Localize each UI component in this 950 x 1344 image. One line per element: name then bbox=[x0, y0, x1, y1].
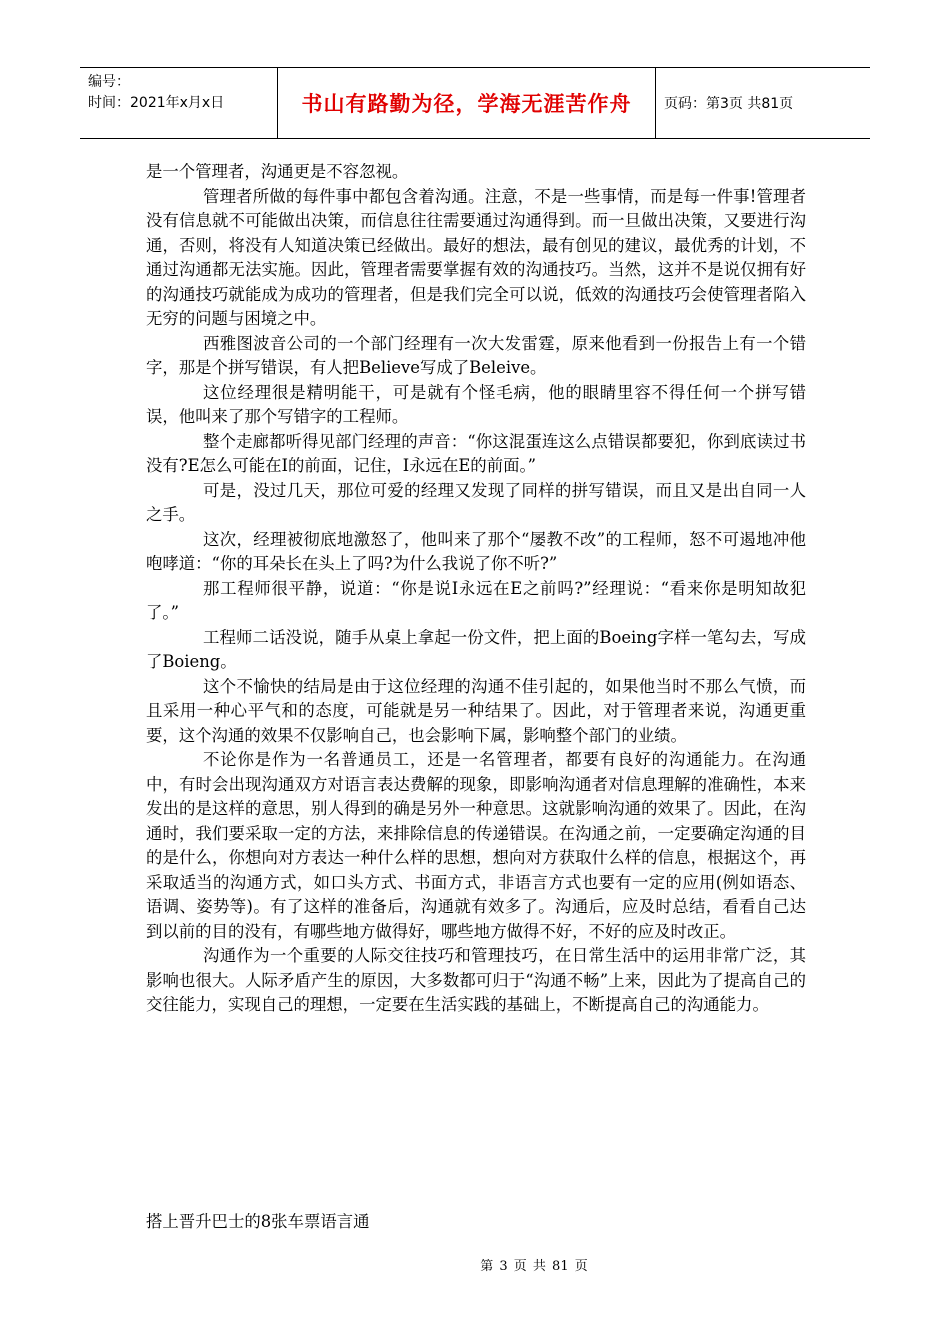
paragraph: 西雅图波音公司的一个部门经理有一次大发雷霆，原来他看到一份报告上有一个错字，那是个拼写错误，有人把Believe写成了Beleive。 bbox=[146, 333, 806, 377]
document-number-label: 编号： bbox=[88, 74, 130, 90]
section-title: 搭上晋升巴士的8张车票语言通 bbox=[146, 1212, 370, 1231]
header-meta bbox=[80, 68, 278, 138]
page-footer bbox=[0, 1255, 950, 1274]
paragraph: 不论你是作为一名普通员工，还是一名管理者，都要有良好的沟通能力。在沟通中，有时会出现沟通双方对语言表达费解的现象，即影响沟通者对信息理解的准确性，本来发出的是这样的意思，别人得到的确是另外一种意思。这就影响沟通的效果了。因此，在沟通时，我们要采取一定的方法，来排除信息的传递错误。在沟通之前，一定要确定沟通的目的是什么，你想向对方表达一种什么样的思想，想向对方获取什么样的信息，根据这个，再采取适当的沟通方式，如口头方式、书面方式，非语言方式也要有一定的应用(例如语态、语调、姿势等)。有了这样的准备后，沟通就有效多了。沟通后，应及时总结，看看自己达到以前的目的没有，有哪些地方做得好，哪些地方做得不好，不好的应及时改正。 bbox=[146, 750, 806, 941]
paragraph: 这次，经理被彻底地激怒了，他叫来了那个“屡教不改”的工程师，怒不可遏地冲他咆哮道：“你的耳朵长在头上了吗?为什么我说了你不听?” bbox=[146, 529, 806, 573]
paragraph: 这个不愉快的结局是由于这位经理的沟通不佳引起的，如果他当时不那么气愤，而且采用一种心平气和的态度，可能就是另一种结果了。因此，对于管理者来说，沟通更重要，这个沟通的效果不仅影响自己，也会影响下属，影响整个部门的业绩。 bbox=[146, 676, 806, 745]
paragraph: 管理者所做的每件事中都包含着沟通。注意，不是一些事情，而是每一件事!管理者没有信息就不可能做出决策，而信息往往需要通过沟通得到。而一旦做出决策，又要进行沟通，否则，将没有人知道决策已经做出。最好的想法，最有创见的建议，最优秀的计划，不通过沟通都无法实施。因此，管理者需要掌握有效的沟通技巧。当然，这并不是说仅拥有好的沟通技巧就能成为成功的管理者，但是我们完全可以说，低效的沟通技巧会使管理者陷入无穷的问题与困境之中。 bbox=[146, 186, 806, 328]
footer-page-number: 第 3 页 共 81 页 bbox=[480, 1259, 588, 1274]
page-header bbox=[80, 67, 870, 139]
paragraph: 那工程师很平静，说道：“你是说I永远在E之前吗?”经理说：“看来你是明知故犯了。” bbox=[146, 578, 806, 622]
paragraph: 工程师二话没说，随手从桌上拿起一份文件，把上面的Boeing字样一笔勾去，写成了Boieng。 bbox=[146, 627, 806, 671]
paragraph: 沟通作为一个重要的人际交往技巧和管理技巧，在日常生活中的运用非常广泛，其影响也很大。人际矛盾产生的原因，大多数都可归于“沟通不畅”上来，因此为了提高自己的交往能力，实现自己的理想，一定要在生活实践的基础上，不断提高自己的沟通能力。 bbox=[146, 946, 806, 1014]
paragraph: 这位经理很是精明能干，可是就有个怪毛病，他的眼睛里容不得任何一个拼写错误，他叫来了那个写错字的工程师。 bbox=[146, 382, 806, 426]
paragraph: 是一个管理者，沟通更是不容忽视。 bbox=[146, 162, 409, 181]
header-page-indicator: 页码：第3页 共81页 bbox=[664, 96, 794, 112]
document-date-label: 时间：2021年x月x日 bbox=[88, 95, 225, 111]
paragraph: 可是，没过几天，那位可爱的经理又发现了同样的拼写错误，而且又是出自同一人之手。 bbox=[146, 480, 806, 524]
header-motto: 书山有路勤为径，学海无涯苦作舟 bbox=[278, 68, 656, 138]
paragraph: 整个走廊都听得见部门经理的声音：“你这混蛋连这么点错误都要犯，你到底读过书没有?E怎么可能在I的前面，记住，I永远在E的前面。” bbox=[146, 431, 806, 475]
document-body bbox=[146, 160, 806, 1018]
